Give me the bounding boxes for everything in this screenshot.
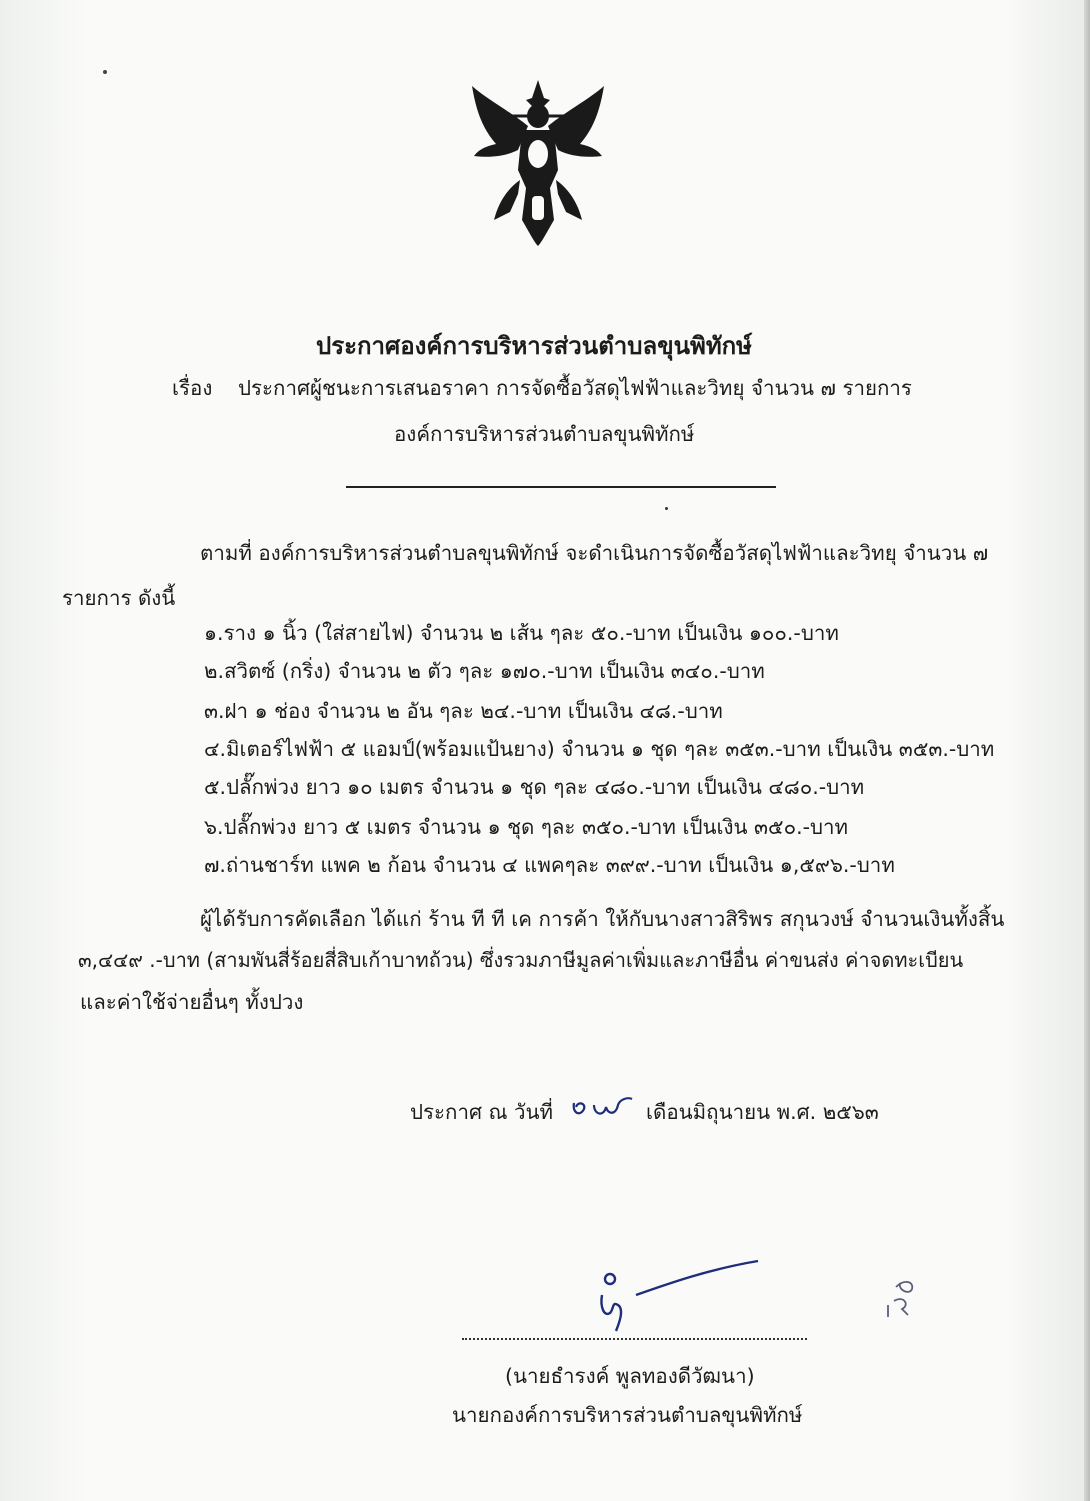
- subject-organization: องค์การบริหารส่วนตำบลขุนพิทักษ์: [394, 422, 695, 446]
- page-edge-shadow: [1084, 0, 1090, 1501]
- winner-line-1: ผู้ได้รับการคัดเลือก ได้แก่ ร้าน ที ที เค การค้า ให้กับนางสาวสิริพร สกุนวงษ์ จำนวนเงินทั้งสิ้น: [200, 907, 1005, 931]
- list-item: ๔.มิเตอร์ไฟฟ้า ๕ แอมป์(พร้อมแป้นยาง) จำนวน ๑ ชุด ๆละ ๓๕๓.-บาท เป็นเงิน ๓๕๓.-บาท: [204, 737, 995, 761]
- intro-line-2: รายการ ดังนี้: [62, 586, 176, 610]
- winner-line-3: และค่าใช้จ่ายอื่นๆ ทั้งปวง: [80, 990, 304, 1014]
- list-item: ๓.ฝา ๑ ช่อง จำนวน ๒ อัน ๆละ ๒๔.-บาท เป็นเงิน ๔๘.-บาท: [204, 699, 723, 723]
- speck: [103, 70, 107, 74]
- list-item: ๕.ปลั๊กพ่วง ยาว ๑๐ เมตร จำนวน ๑ ชุด ๆละ ๔๘๐.-บาท เป็นเงิน ๔๘๐.-บาท: [204, 775, 865, 799]
- list-item: ๒.สวิตซ์ (กริ่ง) จำนวน ๒ ตัว ๆละ ๑๗๐.-บาท เป็นเงิน ๓๔๐.-บาท: [204, 659, 765, 683]
- signatory-name: (นายธำรงค์ พูลทองดีวัฒนา): [505, 1364, 755, 1388]
- winner-line-2: ๓,๔๔๙ .-บาท (สามพันสี่ร้อยสี่สิบเก้าบาทถ้วน) ซึ่งรวมภาษีมูลค่าเพิ่มและภาษีอื่น ค่าขนส่ง ค่าจดทะเบียน: [78, 948, 964, 972]
- document-title: ประกาศองค์การบริหารส่วนตำบลขุนพิทักษ์: [316, 332, 752, 360]
- divider-dot: [665, 507, 668, 510]
- header-divider: [346, 486, 776, 488]
- list-item: ๗.ถ่านชาร์ท แพค ๒ ก้อน จำนวน ๔ แพคๆละ ๓๙๙.-บาท เป็นเงิน ๑,๕๙๖.-บาท: [204, 853, 895, 877]
- margin-note-192: [880, 1265, 925, 1325]
- date-prefix: ประกาศ ณ วันที่: [410, 1100, 554, 1124]
- intro-line-1: ตามที่ องค์การบริหารส่วนตำบลขุนพิทักษ์ จะดำเนินการจัดซื้อวัสดุไฟฟ้าและวิทยุ จำนวน ๗: [200, 541, 989, 565]
- signature-dotted-line: [462, 1338, 807, 1340]
- list-item: ๖.ปลั๊กพ่วง ยาว ๕ เมตร จำนวน ๑ ชุด ๆละ ๓๕๐.-บาท เป็นเงิน ๓๕๐.-บาท: [204, 815, 849, 839]
- handwritten-signature: [590, 1255, 770, 1345]
- handwritten-day: [568, 1093, 640, 1121]
- subject-label: เรื่อง: [172, 376, 213, 400]
- garuda-emblem-icon: [458, 70, 618, 250]
- list-item: ๑.ราง ๑ นิ้ว (ใส่สายไฟ) จำนวน ๒ เส้น ๆละ ๕๐.-บาท เป็นเงิน ๑๐๐.-บาท: [204, 621, 839, 645]
- signatory-position: นายกองค์การบริหารส่วนตำบลขุนพิทักษ์: [452, 1403, 803, 1427]
- subject-text: ประกาศผู้ชนะการเสนอราคา การจัดซื้อวัสดุไฟฟ้าและวิทยุ จำนวน ๗ รายการ: [238, 376, 912, 400]
- date-suffix: เดือนมิถุนายน พ.ศ. ๒๕๖๓: [646, 1100, 879, 1124]
